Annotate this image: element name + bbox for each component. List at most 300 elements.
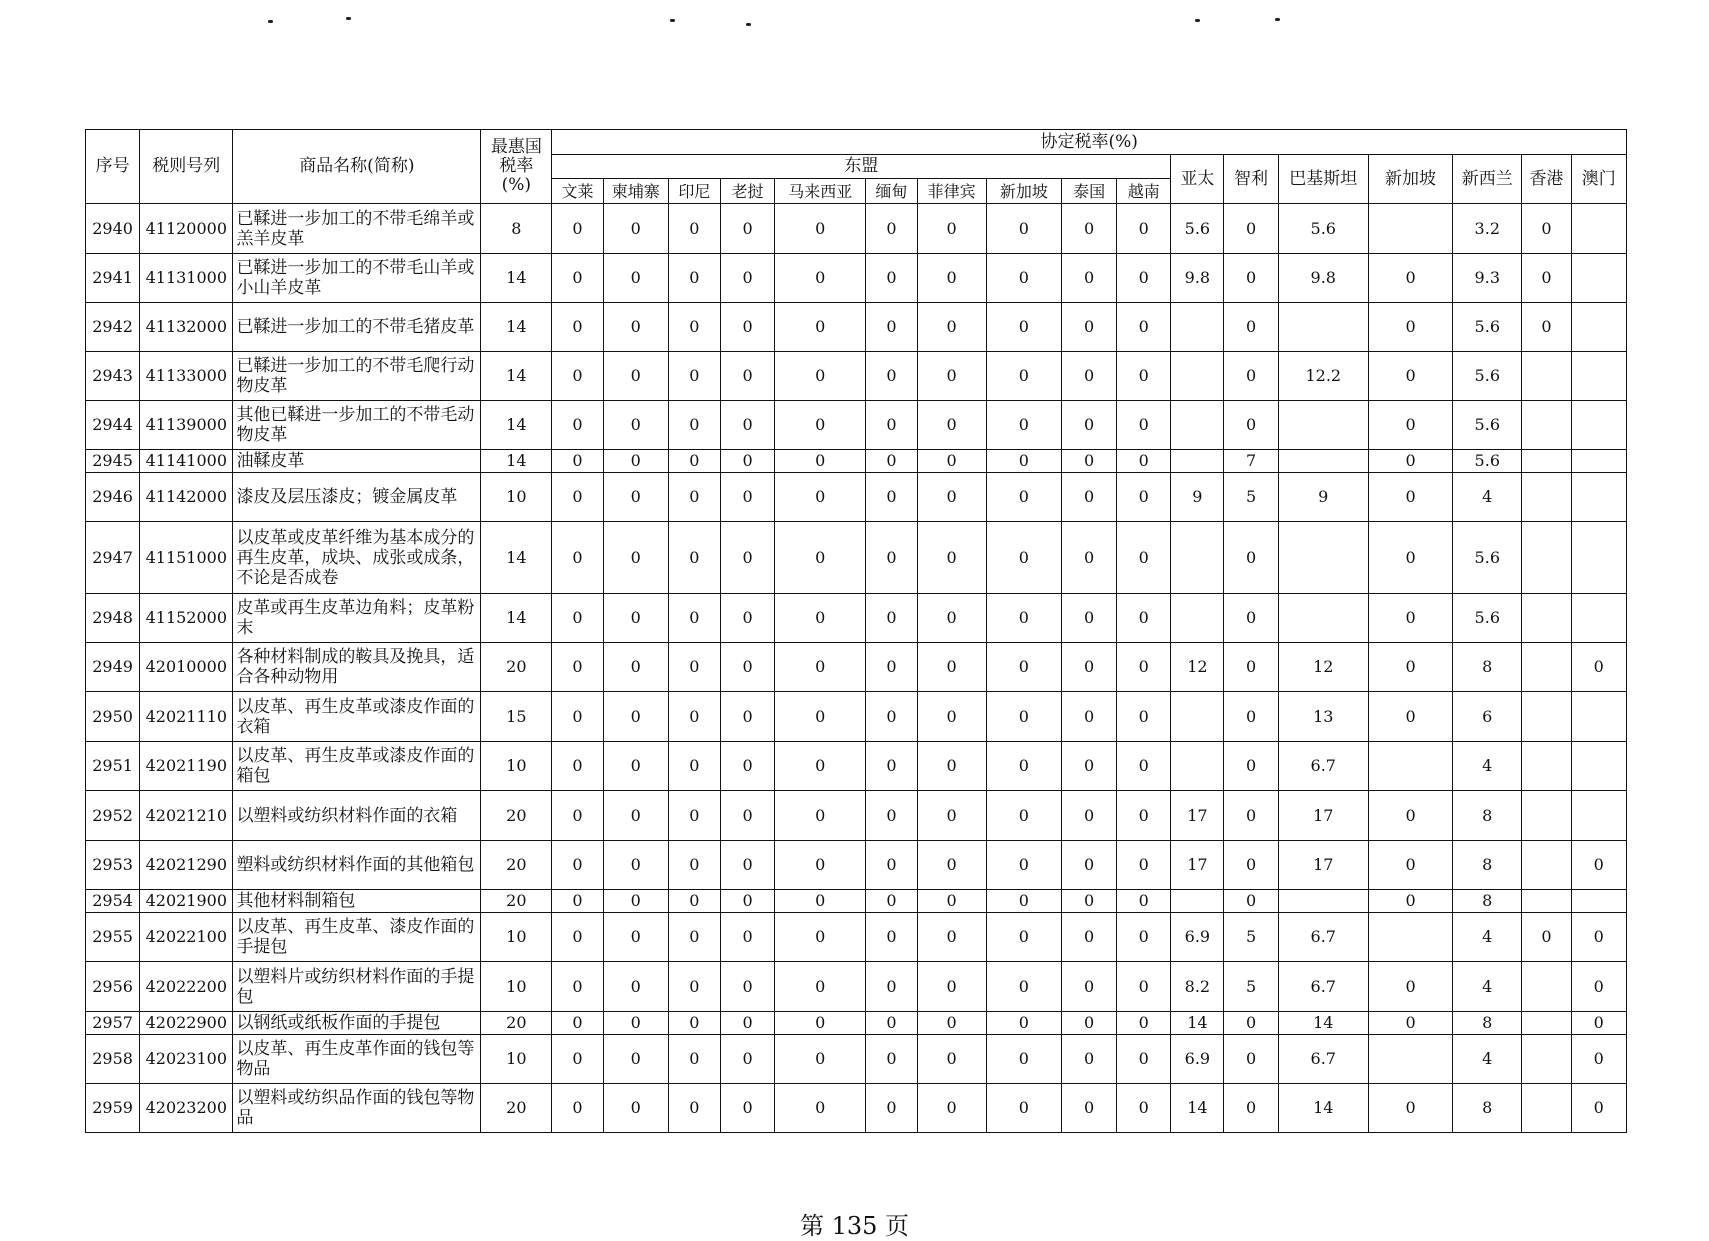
- cell-asean-rate: 0: [552, 254, 603, 303]
- cell-asean-rate: 0: [552, 594, 603, 643]
- cell-asean-rate: 0: [603, 204, 668, 254]
- cell-partner-rate: 5: [1224, 473, 1278, 522]
- cell-asean-rate: 0: [775, 473, 866, 522]
- table-row: [86, 204, 1627, 254]
- cell-partner-rate: 8: [1453, 1084, 1522, 1133]
- cell-asean-rate: 0: [720, 401, 774, 450]
- cell-product-name: 其他已鞣进一步加工的不带毛动物皮革: [233, 401, 481, 450]
- cell-asean-rate: 0: [603, 473, 668, 522]
- cell-partner-rate: [1522, 1012, 1571, 1035]
- cell-product-name: 其他材料制箱包: [233, 890, 481, 913]
- cell-asean-rate: 0: [775, 841, 866, 890]
- header-asean-member: 泰国: [1061, 179, 1116, 204]
- cell-tariff-code: 42022100: [140, 913, 233, 962]
- cell-asean-rate: 0: [552, 473, 603, 522]
- header-asean: 东盟: [552, 155, 1171, 179]
- cell-partner-rate: 4: [1453, 473, 1522, 522]
- cell-asean-rate: 0: [917, 450, 986, 473]
- cell-asean-rate: 0: [866, 643, 917, 692]
- cell-partner-rate: 0: [1368, 401, 1452, 450]
- cell-partner-rate: [1571, 594, 1626, 643]
- cell-partner-rate: [1171, 890, 1224, 913]
- cell-asean-rate: 0: [1117, 594, 1171, 643]
- cell-partner-rate: [1522, 450, 1571, 473]
- cell-asean-rate: 0: [720, 890, 774, 913]
- cell-asean-rate: 0: [720, 1035, 774, 1084]
- table-row: [86, 791, 1627, 841]
- table-row: [86, 962, 1627, 1012]
- cell-asean-rate: 0: [986, 473, 1061, 522]
- cell-partner-rate: 8: [1453, 841, 1522, 890]
- cell-asean-rate: 0: [1061, 254, 1116, 303]
- cell-asean-rate: 0: [917, 401, 986, 450]
- table-row: [86, 742, 1627, 791]
- cell-asean-rate: 0: [668, 1012, 720, 1035]
- cell-asean-rate: 0: [1061, 890, 1116, 913]
- cell-partner-rate: 9: [1171, 473, 1224, 522]
- cell-asean-rate: 0: [775, 890, 866, 913]
- cell-partner-rate: [1171, 450, 1224, 473]
- cell-asean-rate: 0: [1061, 352, 1116, 401]
- table-row: [86, 594, 1627, 643]
- cell-asean-rate: 0: [603, 254, 668, 303]
- cell-partner-rate: [1571, 473, 1626, 522]
- cell-asean-rate: 0: [866, 450, 917, 473]
- cell-mfn-rate: 14: [481, 450, 552, 473]
- cell-asean-rate: 0: [917, 254, 986, 303]
- cell-asean-rate: 0: [1117, 643, 1171, 692]
- cell-asean-rate: 0: [552, 1012, 603, 1035]
- cell-asean-rate: 0: [775, 962, 866, 1012]
- cell-asean-rate: 0: [552, 962, 603, 1012]
- cell-asean-rate: 0: [986, 204, 1061, 254]
- table-row: [86, 643, 1627, 692]
- cell-partner-rate: 0: [1368, 1012, 1452, 1035]
- cell-partner-rate: 0: [1571, 841, 1626, 890]
- header-asean-member: 缅甸: [866, 179, 917, 204]
- header-asean-member: 越南: [1117, 179, 1171, 204]
- cell-partner-rate: [1522, 692, 1571, 742]
- cell-tariff-code: 42023100: [140, 1035, 233, 1084]
- cell-product-name: 漆皮及层压漆皮；镀金属皮革: [233, 473, 481, 522]
- cell-partner-rate: 6.9: [1171, 913, 1224, 962]
- cell-tariff-code: 41139000: [140, 401, 233, 450]
- cell-seq: 2958: [86, 1035, 140, 1084]
- cell-seq: 2951: [86, 742, 140, 791]
- header-partner: 巴基斯坦: [1278, 155, 1368, 204]
- cell-asean-rate: 0: [720, 913, 774, 962]
- cell-partner-rate: [1522, 352, 1571, 401]
- cell-seq: 2956: [86, 962, 140, 1012]
- cell-partner-rate: [1171, 742, 1224, 791]
- cell-asean-rate: 0: [603, 352, 668, 401]
- cell-partner-rate: 14: [1171, 1012, 1224, 1035]
- cell-partner-rate: 0: [1368, 594, 1452, 643]
- cell-asean-rate: 0: [775, 1035, 866, 1084]
- table-row: [86, 1084, 1627, 1133]
- cell-partner-rate: 0: [1224, 303, 1278, 352]
- cell-asean-rate: 0: [1117, 522, 1171, 594]
- cell-asean-rate: 0: [1061, 643, 1116, 692]
- cell-seq: 2950: [86, 692, 140, 742]
- cell-partner-rate: [1522, 742, 1571, 791]
- table-row: [86, 890, 1627, 913]
- cell-seq: 2957: [86, 1012, 140, 1035]
- cell-seq: 2955: [86, 913, 140, 962]
- cell-asean-rate: 0: [866, 890, 917, 913]
- cell-partner-rate: 5.6: [1453, 594, 1522, 643]
- cell-asean-rate: 0: [917, 303, 986, 352]
- cell-asean-rate: 0: [1061, 401, 1116, 450]
- cell-partner-rate: 0: [1224, 1084, 1278, 1133]
- cell-partner-rate: 5.6: [1453, 303, 1522, 352]
- cell-mfn-rate: 10: [481, 913, 552, 962]
- cell-mfn-rate: 20: [481, 791, 552, 841]
- cell-seq: 2952: [86, 791, 140, 841]
- cell-asean-rate: 0: [917, 841, 986, 890]
- cell-partner-rate: 0: [1522, 303, 1571, 352]
- cell-asean-rate: 0: [552, 522, 603, 594]
- cell-asean-rate: 0: [720, 962, 774, 1012]
- cell-asean-rate: 0: [668, 401, 720, 450]
- cell-product-name: 以钢纸或纸板作面的手提包: [233, 1012, 481, 1035]
- cell-partner-rate: 9.8: [1278, 254, 1368, 303]
- cell-partner-rate: [1571, 791, 1626, 841]
- cell-asean-rate: 0: [775, 254, 866, 303]
- cell-asean-rate: 0: [1061, 450, 1116, 473]
- cell-partner-rate: 14: [1278, 1084, 1368, 1133]
- cell-partner-rate: 6: [1453, 692, 1522, 742]
- cell-asean-rate: 0: [986, 254, 1061, 303]
- cell-asean-rate: 0: [1061, 791, 1116, 841]
- cell-mfn-rate: 20: [481, 1012, 552, 1035]
- cell-asean-rate: 0: [1117, 1084, 1171, 1133]
- header-asean-member: 印尼: [668, 179, 720, 204]
- cell-asean-rate: 0: [866, 522, 917, 594]
- cell-partner-rate: [1171, 692, 1224, 742]
- cell-asean-rate: 0: [668, 742, 720, 791]
- cell-asean-rate: 0: [866, 401, 917, 450]
- cell-partner-rate: 0: [1224, 1035, 1278, 1084]
- cell-asean-rate: 0: [1061, 522, 1116, 594]
- cell-partner-rate: 5.6: [1453, 401, 1522, 450]
- cell-asean-rate: 0: [668, 522, 720, 594]
- cell-seq: 2946: [86, 473, 140, 522]
- cell-asean-rate: 0: [866, 204, 917, 254]
- cell-mfn-rate: 14: [481, 303, 552, 352]
- cell-asean-rate: 0: [603, 913, 668, 962]
- cell-asean-rate: 0: [1061, 1012, 1116, 1035]
- cell-mfn-rate: 10: [481, 473, 552, 522]
- cell-partner-rate: 0: [1571, 643, 1626, 692]
- cell-asean-rate: 0: [552, 692, 603, 742]
- cell-partner-rate: 0: [1224, 692, 1278, 742]
- cell-partner-rate: 0: [1224, 841, 1278, 890]
- cell-partner-rate: [1368, 204, 1452, 254]
- cell-partner-rate: 0: [1224, 1012, 1278, 1035]
- tariff-body: [86, 204, 1627, 1133]
- cell-partner-rate: 13: [1278, 692, 1368, 742]
- cell-partner-rate: 4: [1453, 742, 1522, 791]
- cell-tariff-code: 42021900: [140, 890, 233, 913]
- cell-partner-rate: 0: [1224, 594, 1278, 643]
- table-row: [86, 450, 1627, 473]
- cell-asean-rate: 0: [775, 742, 866, 791]
- cell-mfn-rate: 10: [481, 962, 552, 1012]
- cell-asean-rate: 0: [1061, 303, 1116, 352]
- cell-asean-rate: 0: [720, 522, 774, 594]
- cell-partner-rate: [1522, 1084, 1571, 1133]
- cell-partner-rate: 0: [1224, 742, 1278, 791]
- cell-mfn-rate: 20: [481, 890, 552, 913]
- cell-asean-rate: 0: [668, 303, 720, 352]
- cell-partner-rate: 17: [1171, 841, 1224, 890]
- scan-speck: [1195, 19, 1200, 22]
- cell-asean-rate: 0: [866, 791, 917, 841]
- tariff-table: [85, 129, 1627, 1133]
- cell-seq: 2943: [86, 352, 140, 401]
- cell-asean-rate: 0: [1061, 962, 1116, 1012]
- scan-speck: [346, 17, 351, 20]
- cell-partner-rate: 17: [1278, 791, 1368, 841]
- cell-product-name: 油鞣皮革: [233, 450, 481, 473]
- cell-seq: 2959: [86, 1084, 140, 1133]
- cell-partner-rate: 9.8: [1171, 254, 1224, 303]
- cell-asean-rate: 0: [986, 890, 1061, 913]
- cell-asean-rate: 0: [986, 913, 1061, 962]
- cell-asean-rate: 0: [775, 643, 866, 692]
- cell-asean-rate: 0: [603, 450, 668, 473]
- cell-asean-rate: 0: [552, 841, 603, 890]
- cell-seq: 2953: [86, 841, 140, 890]
- header-name: 商品名称(简称): [233, 130, 481, 204]
- scan-speck: [1275, 18, 1280, 21]
- cell-asean-rate: 0: [775, 1084, 866, 1133]
- cell-partner-rate: 8.2: [1171, 962, 1224, 1012]
- cell-asean-rate: 0: [917, 1012, 986, 1035]
- cell-asean-rate: 0: [603, 890, 668, 913]
- cell-partner-rate: 4: [1453, 962, 1522, 1012]
- cell-partner-rate: [1571, 450, 1626, 473]
- cell-asean-rate: 0: [1061, 1035, 1116, 1084]
- cell-partner-rate: [1522, 890, 1571, 913]
- cell-partner-rate: [1278, 303, 1368, 352]
- cell-asean-rate: 0: [866, 254, 917, 303]
- cell-asean-rate: 0: [720, 1012, 774, 1035]
- scan-speck: [746, 23, 751, 26]
- cell-asean-rate: 0: [1061, 594, 1116, 643]
- cell-tariff-code: 42010000: [140, 643, 233, 692]
- cell-asean-rate: 0: [668, 204, 720, 254]
- cell-asean-rate: 0: [775, 401, 866, 450]
- cell-partner-rate: 6.7: [1278, 962, 1368, 1012]
- cell-mfn-rate: 20: [481, 1084, 552, 1133]
- cell-asean-rate: 0: [668, 791, 720, 841]
- cell-partner-rate: 0: [1224, 401, 1278, 450]
- cell-asean-rate: 0: [1117, 692, 1171, 742]
- cell-partner-rate: [1368, 1035, 1452, 1084]
- cell-asean-rate: 0: [917, 962, 986, 1012]
- cell-partner-rate: [1522, 594, 1571, 643]
- cell-asean-rate: 0: [917, 1035, 986, 1084]
- header-asean-member: 马来西亚: [775, 179, 866, 204]
- cell-tariff-code: 42021190: [140, 742, 233, 791]
- header-seq: 序号: [86, 130, 140, 204]
- cell-asean-rate: 0: [720, 692, 774, 742]
- cell-partner-rate: 0: [1571, 1035, 1626, 1084]
- table-row: [86, 1012, 1627, 1035]
- cell-asean-rate: 0: [1061, 204, 1116, 254]
- cell-tariff-code: 42021290: [140, 841, 233, 890]
- cell-asean-rate: 0: [775, 522, 866, 594]
- table-row: [86, 522, 1627, 594]
- cell-asean-rate: 0: [668, 1035, 720, 1084]
- cell-product-name: 以皮革、再生皮革或漆皮作面的衣箱: [233, 692, 481, 742]
- cell-asean-rate: 0: [720, 791, 774, 841]
- header-asean-member: 老挝: [720, 179, 774, 204]
- cell-asean-rate: 0: [668, 890, 720, 913]
- cell-partner-rate: [1522, 522, 1571, 594]
- cell-partner-rate: [1571, 303, 1626, 352]
- cell-partner-rate: 0: [1368, 522, 1452, 594]
- cell-partner-rate: 0: [1522, 913, 1571, 962]
- cell-asean-rate: 0: [986, 643, 1061, 692]
- cell-asean-rate: 0: [668, 692, 720, 742]
- cell-partner-rate: 0: [1224, 890, 1278, 913]
- cell-asean-rate: 0: [917, 1084, 986, 1133]
- cell-asean-rate: 0: [720, 594, 774, 643]
- cell-asean-rate: 0: [775, 204, 866, 254]
- cell-partner-rate: 7: [1224, 450, 1278, 473]
- cell-seq: 2940: [86, 204, 140, 254]
- cell-partner-rate: 5.6: [1171, 204, 1224, 254]
- cell-asean-rate: 0: [1117, 204, 1171, 254]
- cell-mfn-rate: 14: [481, 594, 552, 643]
- header-partner: 香港: [1522, 155, 1571, 204]
- cell-asean-rate: 0: [986, 791, 1061, 841]
- cell-asean-rate: 0: [668, 841, 720, 890]
- cell-product-name: 已鞣进一步加工的不带毛猪皮革: [233, 303, 481, 352]
- cell-asean-rate: 0: [552, 352, 603, 401]
- cell-tariff-code: 41142000: [140, 473, 233, 522]
- cell-mfn-rate: 14: [481, 254, 552, 303]
- cell-asean-rate: 0: [917, 742, 986, 791]
- cell-asean-rate: 0: [986, 1035, 1061, 1084]
- cell-asean-rate: 0: [668, 1084, 720, 1133]
- cell-asean-rate: 0: [775, 352, 866, 401]
- cell-asean-rate: 0: [917, 692, 986, 742]
- cell-asean-rate: 0: [668, 352, 720, 401]
- header-mfn: 最惠国 税率 (%): [481, 130, 552, 204]
- header-partner: 新加坡: [1368, 155, 1452, 204]
- cell-mfn-rate: 14: [481, 522, 552, 594]
- cell-partner-rate: 3.2: [1453, 204, 1522, 254]
- cell-tariff-code: 42023200: [140, 1084, 233, 1133]
- cell-partner-rate: [1278, 594, 1368, 643]
- cell-asean-rate: 0: [603, 692, 668, 742]
- cell-asean-rate: 0: [917, 522, 986, 594]
- cell-asean-rate: 0: [720, 204, 774, 254]
- header-code: 税则号列: [140, 130, 233, 204]
- cell-asean-rate: 0: [603, 401, 668, 450]
- cell-asean-rate: 0: [668, 643, 720, 692]
- cell-partner-rate: 5: [1224, 962, 1278, 1012]
- cell-asean-rate: 0: [1117, 791, 1171, 841]
- cell-partner-rate: 0: [1224, 791, 1278, 841]
- cell-partner-rate: 6.7: [1278, 1035, 1368, 1084]
- cell-asean-rate: 0: [603, 594, 668, 643]
- cell-partner-rate: [1278, 522, 1368, 594]
- cell-partner-rate: 14: [1171, 1084, 1224, 1133]
- page-number: 第 135 页: [799, 1212, 910, 1240]
- cell-asean-rate: 0: [866, 594, 917, 643]
- cell-partner-rate: 0: [1368, 692, 1452, 742]
- cell-asean-rate: 0: [917, 473, 986, 522]
- cell-mfn-rate: 14: [481, 352, 552, 401]
- cell-partner-rate: 0: [1368, 473, 1452, 522]
- cell-partner-rate: 5.6: [1453, 522, 1522, 594]
- cell-tariff-code: 41132000: [140, 303, 233, 352]
- cell-asean-rate: 0: [603, 643, 668, 692]
- cell-asean-rate: 0: [1117, 890, 1171, 913]
- cell-asean-rate: 0: [1117, 962, 1171, 1012]
- cell-tariff-code: 41133000: [140, 352, 233, 401]
- header-partner: 澳门: [1571, 155, 1626, 204]
- cell-partner-rate: 8: [1453, 1012, 1522, 1035]
- cell-tariff-code: 41152000: [140, 594, 233, 643]
- header-agreement: 协定税率(%): [552, 130, 1627, 155]
- cell-asean-rate: 0: [603, 1035, 668, 1084]
- cell-partner-rate: 0: [1522, 254, 1571, 303]
- cell-asean-rate: 0: [775, 450, 866, 473]
- table-row: [86, 841, 1627, 890]
- cell-partner-rate: 0: [1571, 913, 1626, 962]
- cell-asean-rate: 0: [986, 1012, 1061, 1035]
- cell-asean-rate: 0: [775, 594, 866, 643]
- cell-partner-rate: 0: [1224, 254, 1278, 303]
- cell-partner-rate: 17: [1171, 791, 1224, 841]
- cell-asean-rate: 0: [720, 742, 774, 791]
- cell-asean-rate: 0: [603, 1084, 668, 1133]
- cell-asean-rate: 0: [603, 841, 668, 890]
- cell-mfn-rate: 8: [481, 204, 552, 254]
- cell-asean-rate: 0: [1117, 1012, 1171, 1035]
- cell-partner-rate: [1171, 303, 1224, 352]
- cell-tariff-code: 42021210: [140, 791, 233, 841]
- cell-product-name: 已鞣进一步加工的不带毛绵羊或羔羊皮革: [233, 204, 481, 254]
- cell-partner-rate: 5.6: [1453, 352, 1522, 401]
- cell-seq: 2948: [86, 594, 140, 643]
- cell-asean-rate: 0: [1061, 841, 1116, 890]
- cell-asean-rate: 0: [1117, 450, 1171, 473]
- cell-asean-rate: 0: [552, 913, 603, 962]
- cell-partner-rate: [1368, 742, 1452, 791]
- cell-asean-rate: 0: [986, 841, 1061, 890]
- cell-partner-rate: 0: [1224, 522, 1278, 594]
- cell-partner-rate: 0: [1522, 204, 1571, 254]
- cell-partner-rate: 8: [1453, 791, 1522, 841]
- cell-partner-rate: 0: [1368, 962, 1452, 1012]
- cell-asean-rate: 0: [668, 450, 720, 473]
- cell-asean-rate: 0: [552, 643, 603, 692]
- cell-asean-rate: 0: [720, 473, 774, 522]
- cell-asean-rate: 0: [720, 643, 774, 692]
- cell-partner-rate: 9: [1278, 473, 1368, 522]
- cell-asean-rate: 0: [720, 841, 774, 890]
- cell-mfn-rate: 15: [481, 692, 552, 742]
- cell-product-name: 皮革或再生皮革边角料；皮革粉末: [233, 594, 481, 643]
- cell-asean-rate: 0: [917, 594, 986, 643]
